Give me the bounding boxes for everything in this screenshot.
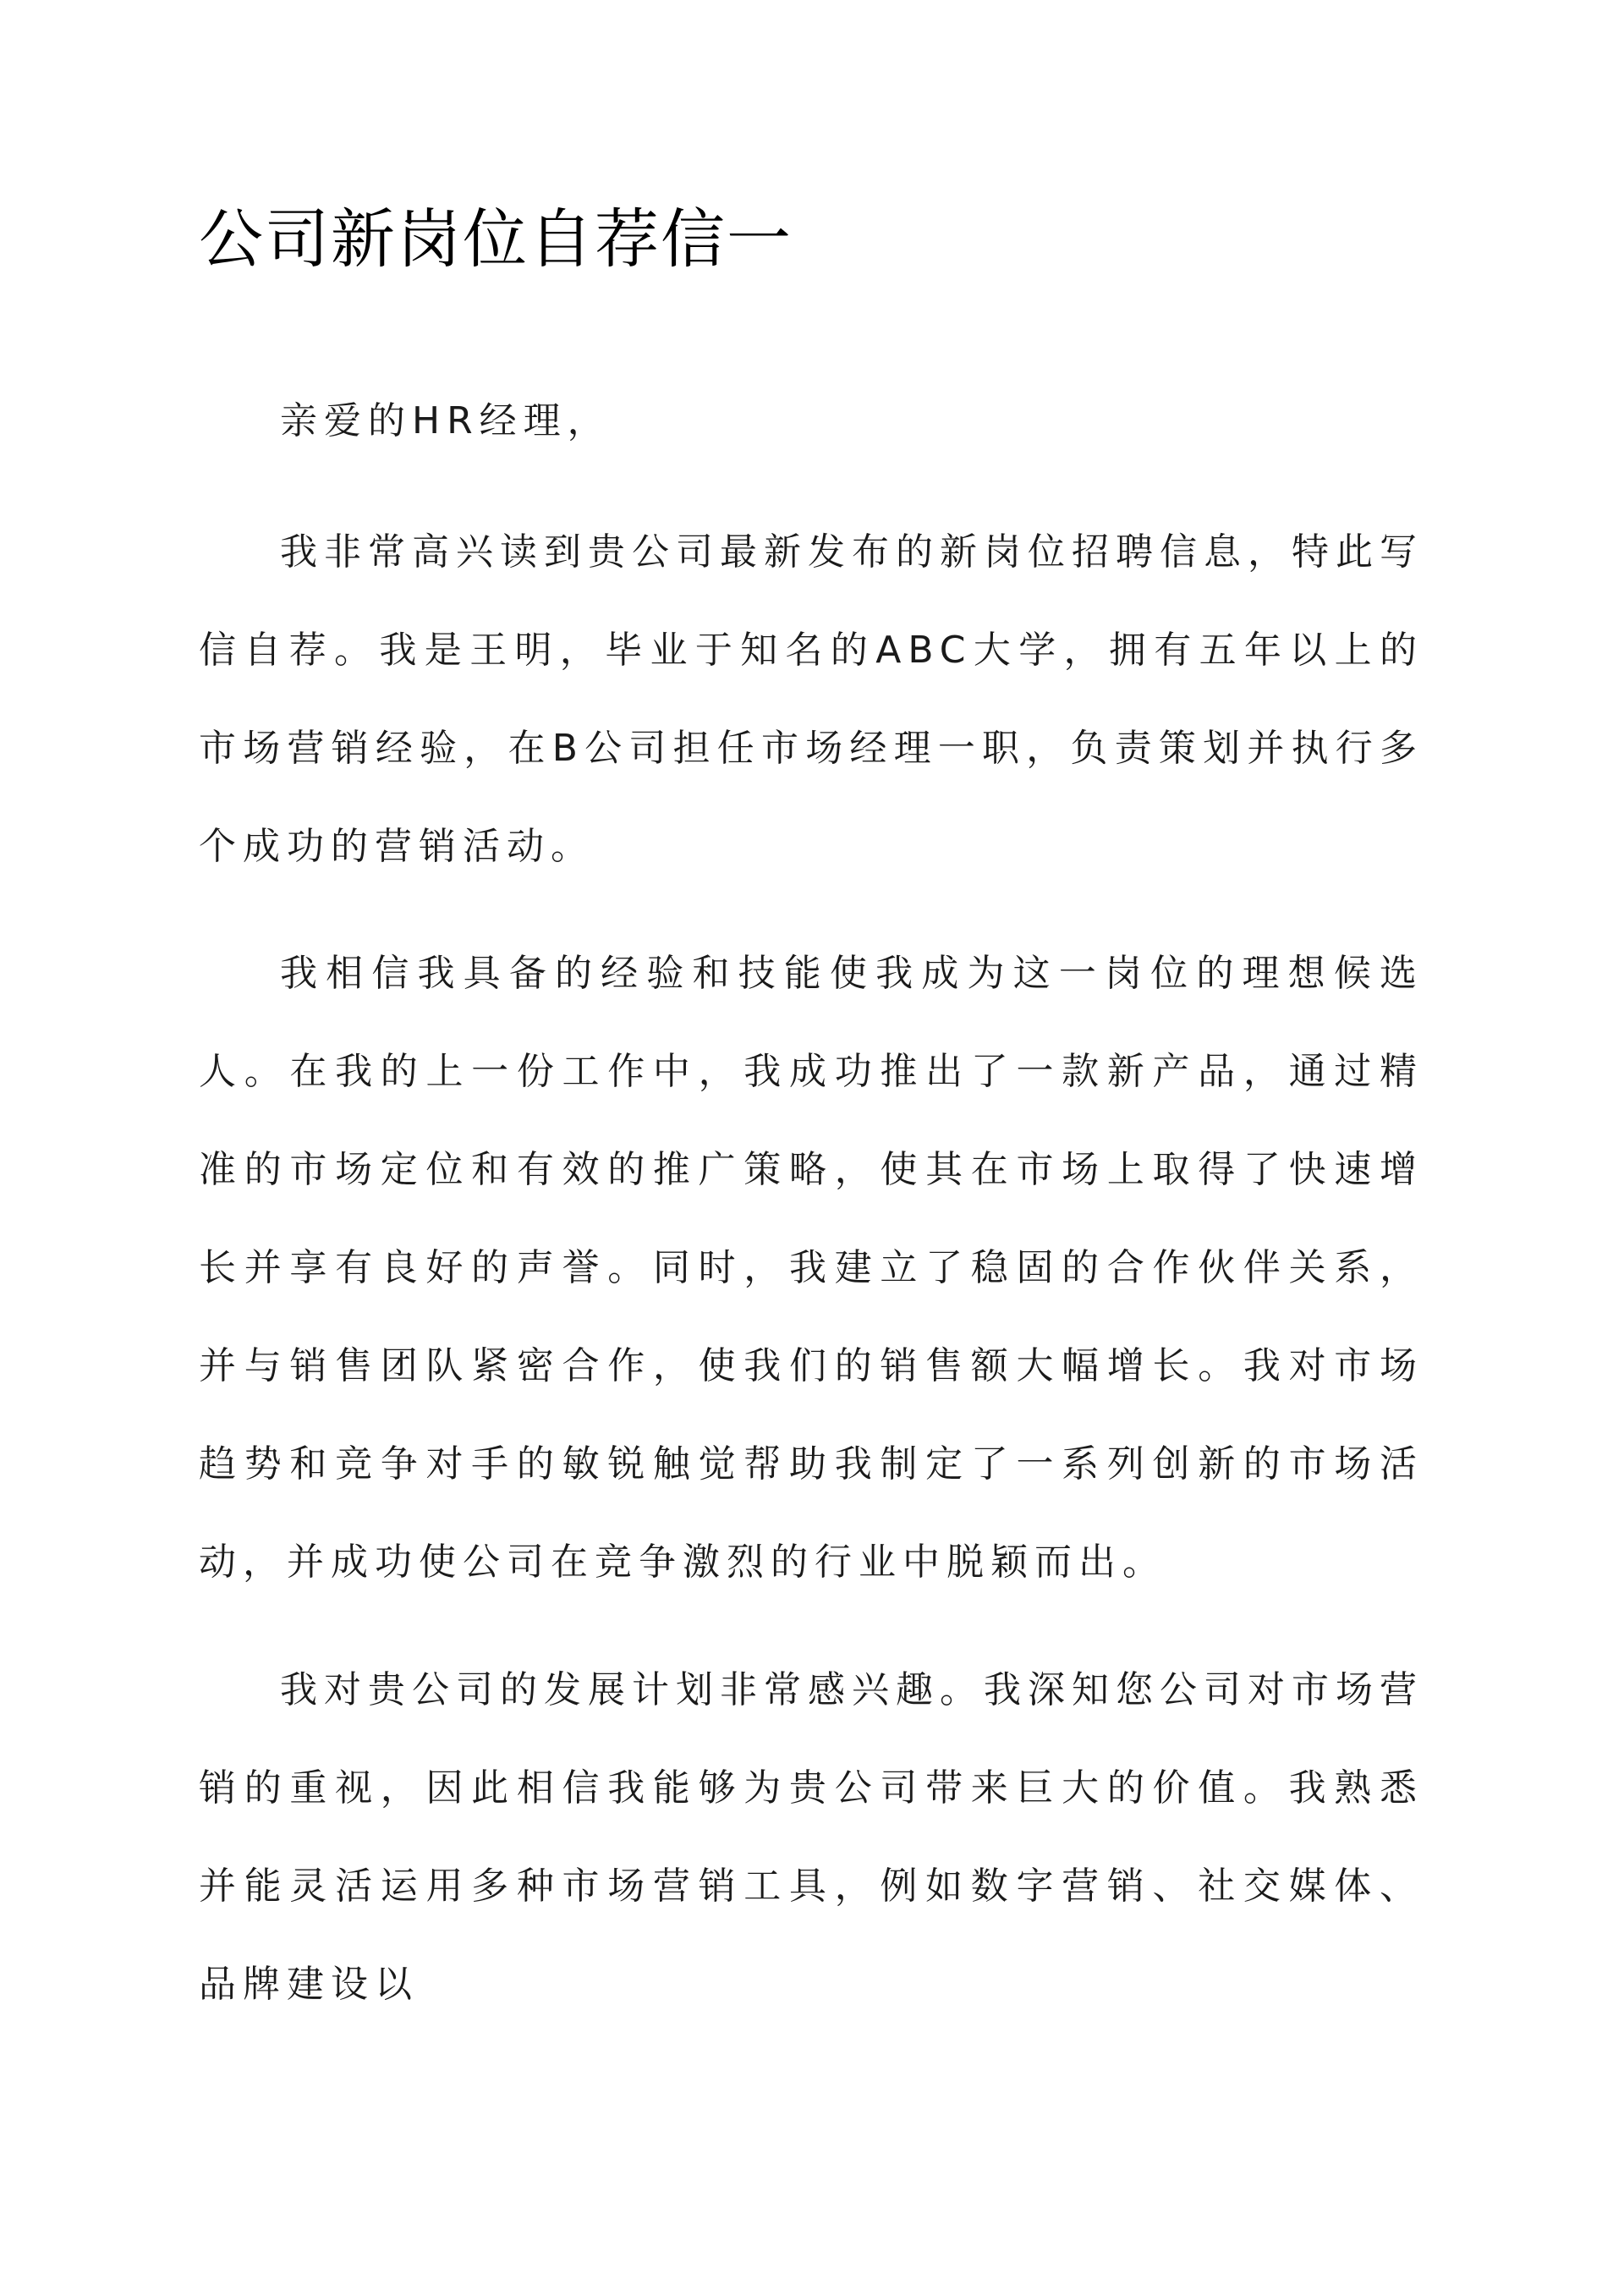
salutation: 亲爱的HR经理， <box>280 399 612 442</box>
document-title: 公司新岗位自荐信一 <box>199 201 793 277</box>
paragraph-introduction: 我非常高兴读到贵公司最新发布的新岗位招聘信息，特此写信自荐。我是王明，毕业于知名的ABC大学，拥有五年以上的市场营销经验，在B公司担任市场经理一职，负责策划并执行多个成功的营销活动。 <box>199 530 1424 868</box>
paragraph-experience: 我相信我具备的经验和技能使我成为这一岗位的理想候选人。在我的上一份工作中，我成功推出了一款新产品，通过精准的市场定位和有效的推广策略，使其在市场上取得了快速增长并享有良好的声誉。同时，我建立了稳固的合作伙伴关系，并与销售团队紧密合作，使我们的销售额大幅增长。我对市场趋势和竞争对手的敏锐触觉帮助我制定了一系列创新的市场活动，并成功使公司在竞争激烈的行业中脱颖而出。 <box>199 952 1424 1584</box>
paragraph-interest: 我对贵公司的发展计划非常感兴趣。我深知您公司对市场营销的重视，因此相信我能够为贵公司带来巨大的价值。我熟悉并能灵活运用多种市场营销工具，例如数字营销、社交媒体、品牌建设以 <box>199 1668 1424 2006</box>
